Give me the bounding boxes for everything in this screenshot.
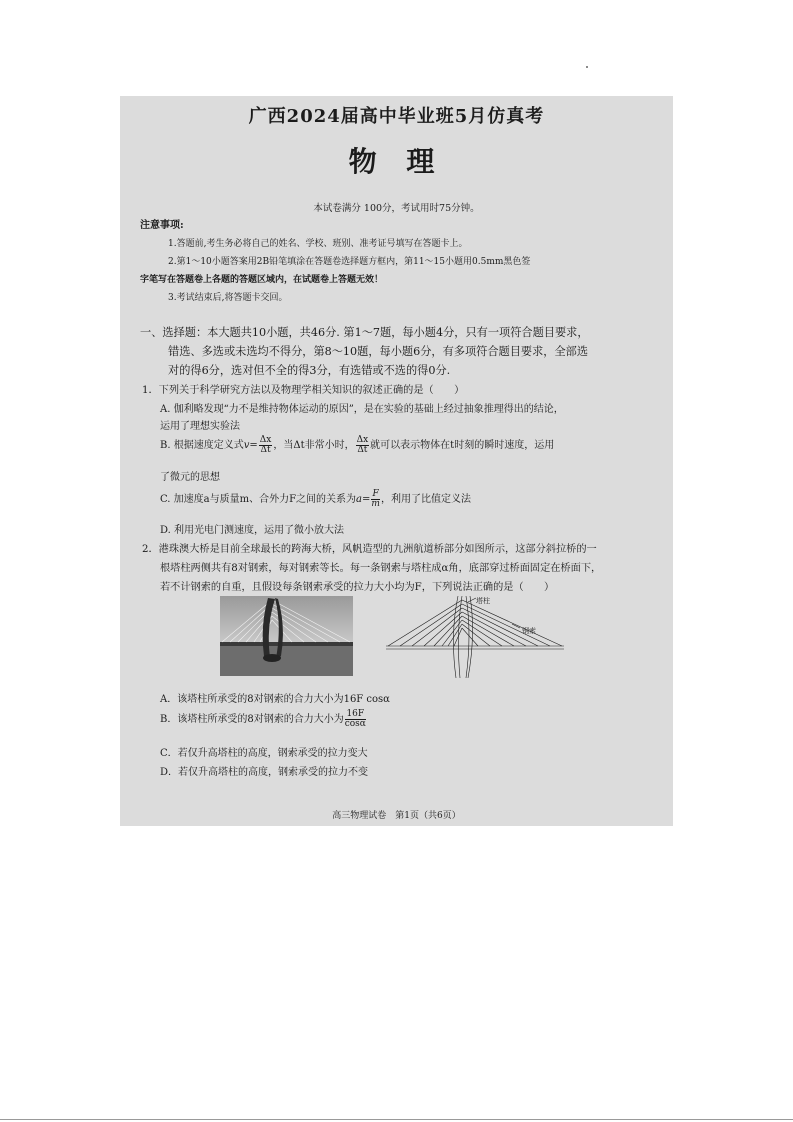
q2-option-b <box>160 710 367 729</box>
label-tower: 塔柱 <box>476 597 490 605</box>
q2-stem-line-1: 2．港珠澳大桥是目前全球最长的跨海大桥，风帆造型的九洲航道桥部分如图所示，这部分斜拉桥的一 <box>142 544 597 555</box>
q1-b-den-2: Δt <box>357 445 368 455</box>
q1-option-b <box>160 436 554 455</box>
score-info: 本试卷满分 100分，考试用时75分钟。 <box>313 203 480 214</box>
q1-c-num: F <box>372 489 379 499</box>
scan-speck <box>586 66 588 68</box>
q1-b-eq: = <box>249 440 258 451</box>
notice-heading: 注意事项: <box>140 220 184 231</box>
notice-item-3: 3.考试结束后,将答题卡交回。 <box>168 293 288 303</box>
q2-b-num: 16F <box>346 709 365 719</box>
q2-b-fraction <box>345 710 366 729</box>
notice-item-2: 2.第1～10小题答案用2B铅笔填涂在答题卷选择题方框内，第11～15小题用0.5mm黑色签 <box>168 257 531 267</box>
q1-b-num-1: Δx <box>259 435 272 445</box>
page-footer: 高三物理试卷 第1页（共6页） <box>332 811 461 821</box>
q1-c-post: ，利用了比值定义法 <box>380 494 471 505</box>
exam-paper-photo <box>120 96 673 826</box>
q1-option-b-cont: 了微元的思想 <box>160 472 220 483</box>
section-heading-line-3: 对的得6分，选对但不全的得3分，有选错或不选的得0分. <box>168 364 451 377</box>
q2-option-d: D．若仅升高塔柱的高度，钢索承受的拉力不变 <box>160 767 369 778</box>
q1-c-eq: = <box>362 494 371 505</box>
q1-b-post: 就可以表示物体在t时刻的瞬时速度，运用 <box>370 440 555 451</box>
q1-b-mid: ，当Δt非常小时， <box>273 440 355 451</box>
q1-c-fraction <box>371 490 380 509</box>
notice-item-1: 1.答题前,考生务必将自己的姓名、学校、班别、准考证号填写在答题卡上。 <box>168 239 468 249</box>
q1-option-d: D. 利用光电门测速度，运用了微小放大法 <box>160 525 345 536</box>
q1-b-fraction-2 <box>356 436 370 455</box>
notice-item-2-cont: 字笔写在答题卷上各题的答题区域内，在试题卷上答题无效！ <box>140 275 384 285</box>
exam-subject-title: 物 理 <box>348 145 445 178</box>
q1-b-den-1: Δt <box>260 445 271 455</box>
q2-stem-line-3: 若不计钢索的自重，且假设每条钢索承受的拉力大小均为F，下列说法正确的是（ ） <box>160 582 555 593</box>
q1-stem: 1．下列关于科学研究方法以及物理学相关知识的叙述正确的是（ ） <box>142 385 465 396</box>
q1-b-v: v <box>243 440 250 451</box>
q1-c-prefix: C. 加速度a与质量m、合外力F之间的关系为 <box>160 494 357 505</box>
section-heading-line-1: 一、选择题：本大题共10小题，共46分. 第1～7题，每小题4分，只有一项符合题目要求， <box>140 326 589 339</box>
q1-b-prefix: B. 根据速度定义式 <box>160 440 244 451</box>
q1-option-a-cont: 运用了理想实验法 <box>160 421 240 432</box>
q1-b-fraction-1 <box>259 436 273 455</box>
q1-b-num-2: Δx <box>356 435 369 445</box>
q2-stem-line-2: 根塔柱两侧共有8对钢索，每对钢索等长。每一条钢索与塔柱成α角，底部穿过桥面固定在桥面下， <box>160 563 602 574</box>
label-cable: 钢索 <box>522 627 536 635</box>
page-bottom-line <box>0 1119 793 1120</box>
q1-option-a: A. 伽利略发现“力不是维持物体运动的原因”，是在实验的基础上经过抽象推理得出的结论， <box>160 404 564 415</box>
bridge-cable-diagram <box>382 594 568 680</box>
q2-option-c: C．若仅升高塔柱的高度，钢索承受的拉力变大 <box>160 748 368 759</box>
exam-subtitle: 广西2024届高中毕业班5月仿真考 <box>248 106 545 127</box>
q1-c-den: m <box>371 499 380 509</box>
bridge-photo <box>220 596 353 676</box>
q1-option-c <box>160 490 471 509</box>
q2-b-prefix: B．该塔柱所承受的8对钢索的合力大小为 <box>160 714 344 725</box>
section-heading-line-2: 错选、多选或未选均不得分，第8～10题，每小题6分，有多项符合题目要求，全部选 <box>168 345 589 358</box>
q2-option-a: A．该塔柱所承受的8对钢索的合力大小为16F cosα <box>160 694 390 705</box>
q1-c-a: a <box>356 494 363 505</box>
q2-b-den: cosα <box>344 719 366 729</box>
